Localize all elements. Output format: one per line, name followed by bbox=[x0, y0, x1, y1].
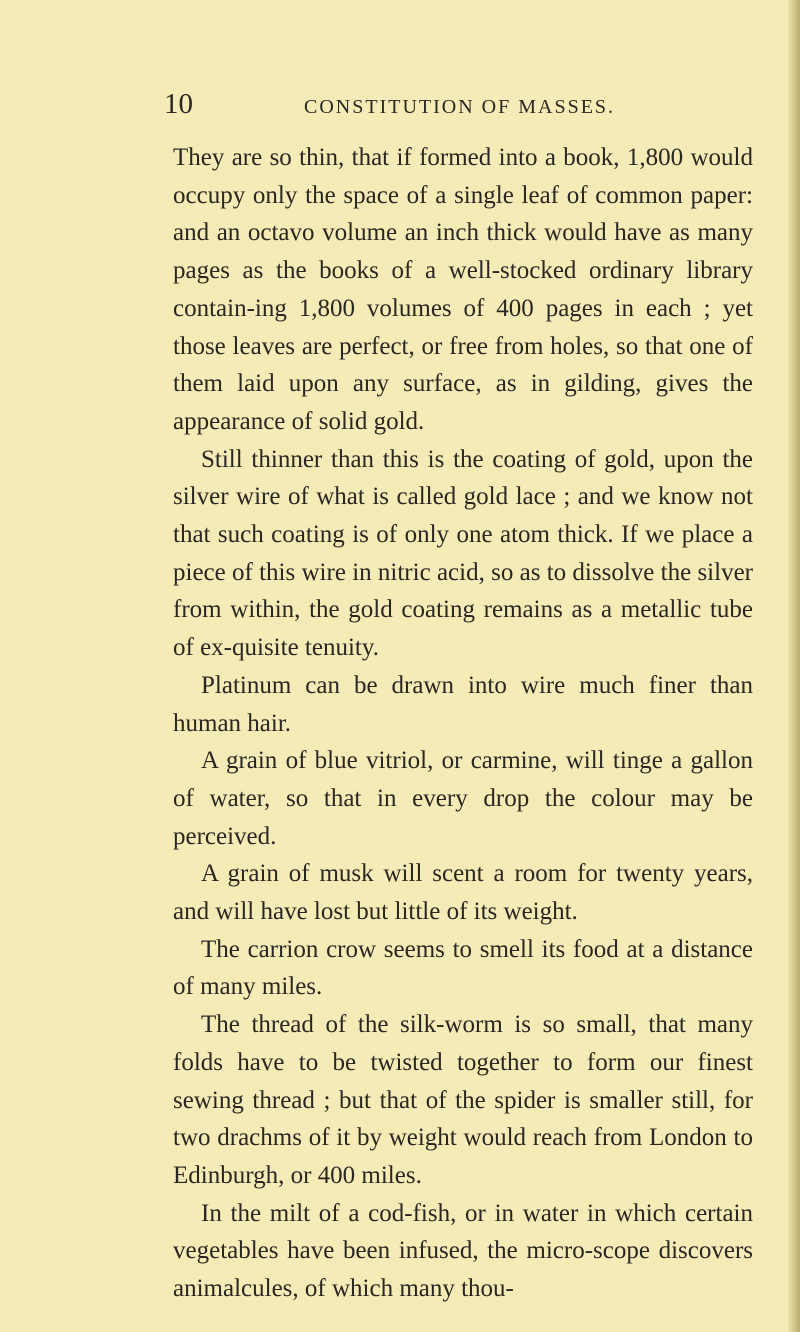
body-text bbox=[173, 139, 753, 1308]
page-header bbox=[164, 86, 784, 122]
paragraph-animalcules: In the milt of a cod-fish, or in water in which certain vegetables have been infused, the micro-scope discovers animalcules, of which many thou- bbox=[173, 1199, 753, 1303]
paragraph-gold-lace: Still thinner than this is the coating of gold, upon the silver wire of what is called gold lace ; and we know not that such coating is of only one atom thick. If we place a piece of this wire in nitric acid, so as to dissolve the silver from within, the gold coating remains as a metallic tube of ex-quisite tenuity. bbox=[173, 445, 753, 662]
paragraph-carrion-crow: The carrion crow seems to smell its food at a distance of many miles. bbox=[173, 935, 753, 1001]
paragraph-silk-worm: The thread of the silk-worm is so small, that many folds have to be twisted together to form our finest sewing thread ; but that of the spider is smaller still, for two drachms of it by weight would reach from London to Edinburgh, or 400 miles. bbox=[173, 1011, 753, 1189]
paragraph-blue-vitriol: A grain of blue vitriol, or carmine, will tinge a gallon of water, so that in every drop the colour may be perceived. bbox=[173, 747, 753, 850]
page-number: 10 bbox=[164, 88, 193, 120]
paragraph-musk: A grain of musk will scent a room for twenty years, and will have lost but little of its weight. bbox=[173, 860, 753, 926]
paragraph-gold-leaf: They are so thin, that if formed into a book, 1,800 would occupy only the space of a single leaf of common paper: and an octavo volume an inch thick would have as many pages as the books of a well-stocked ordinary library contain-ing 1,800 volumes of 400 pages in each ; yet those leaves are perfect, or free from holes, so that one of them laid upon any surface, as in gilding, gives the appearance of solid gold. bbox=[173, 144, 753, 435]
page-edge bbox=[788, 0, 800, 1332]
paragraph-platinum: Platinum can be drawn into wire much finer than human hair. bbox=[173, 671, 753, 737]
running-head: CONSTITUTION OF MASSES. bbox=[304, 96, 616, 118]
